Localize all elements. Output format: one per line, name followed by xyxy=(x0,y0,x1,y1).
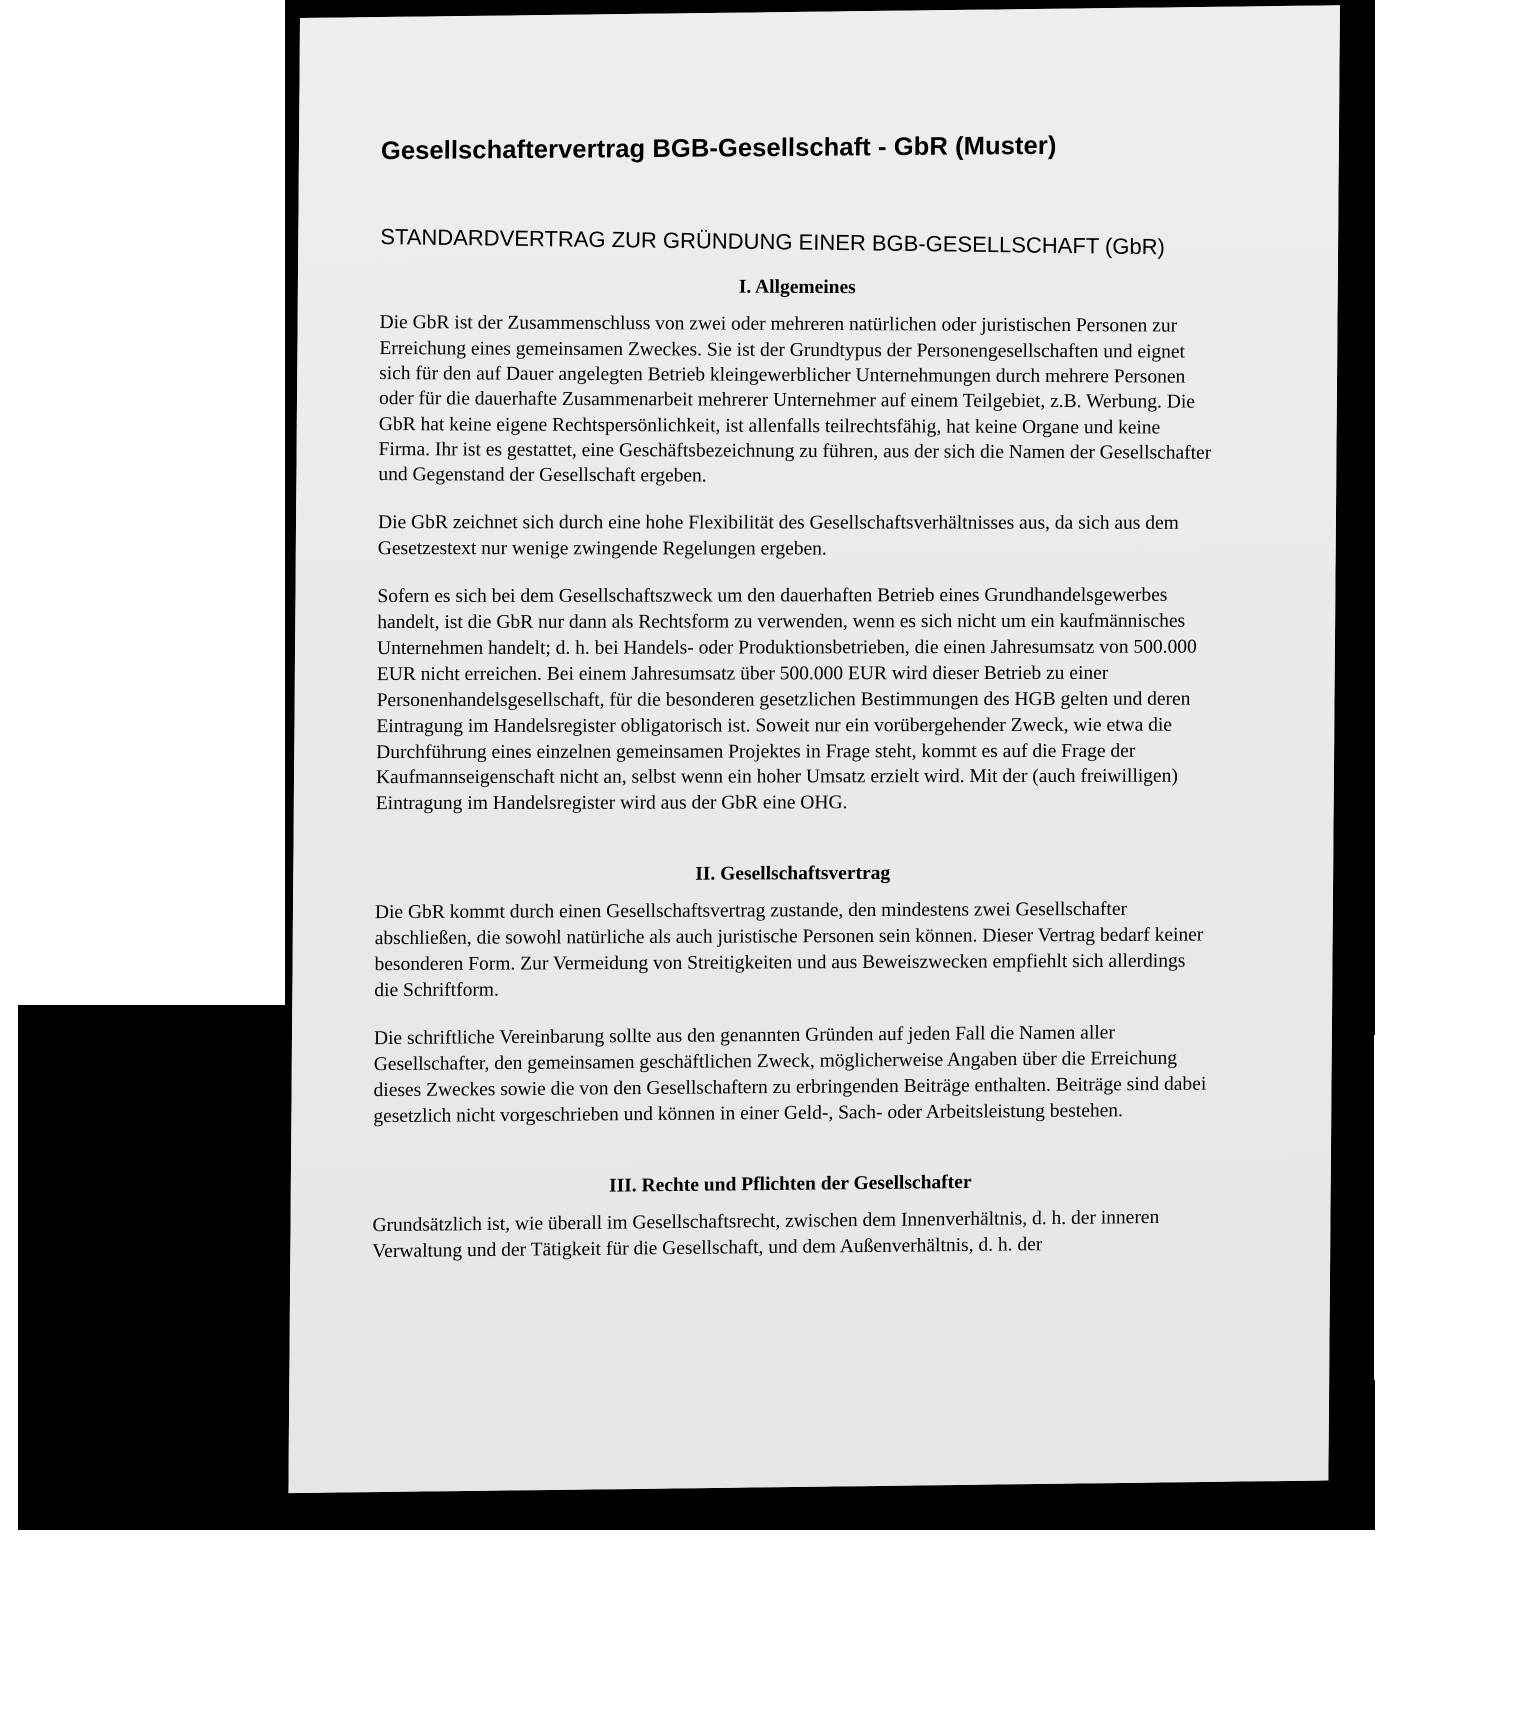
paragraph: Die GbR kommt durch einen Gesellschaftsvertrag zustande, den mindestens zwei Gesellschafter abschließen, die sowohl natürliche als auch juristische Personen sein können. Dieser Vertrag bedarf keiner besonderen Form. Zur Vermeidung von Streitigkeiten und aus Beweiszwecken empfiehlt sich allerdings die Schriftform. xyxy=(374,899,1204,1002)
paragraph: Grundsätzlich ist, wie überall im Gesellschaftsrecht, zwischen dem Innenverhältnis, d. h. der inneren Verwaltung und der Tätigkeit für die Gesellschaft, und dem Außenverhältnis, d. h. der xyxy=(372,1207,1160,1263)
paragraph: Sofern es sich bei dem Gesellschaftszweck um den dauerhaften Betrieb eines Grundhandelsgewerbes handelt, ist die GbR nur dann als Rechtsform zu verwenden, wenn es sich nicht um ein kaufmännisches Unternehmen handelt; d. h. bei Handels- oder Produktionsbetrieben, die einen Jahresumsatz von 500.000 EUR nicht erreichen. Bei einem Jahresumsatz über 500.000 EUR wird dieser Betrieb zu einer Personenhandelsgesellschaft, für die besonderen gesetzlichen Bestimmungen des HGB gelten und deren Eintragung im Handelsregister obligatorisch ist. Soweit nur ein vorübergehender Zweck, wie etwa die Durchführung eines einzelnen gemeinsamen Projektes in Frage steht, kommt es auf die Frage der Kaufmannseigenschaft nicht an, selbst wenn ein hoher Umsatz erzielt wird. Mit der (auch freiwilligen) Eintragung im Handelsregister wird aus der GbR eine OHG. xyxy=(375,584,1197,815)
section-allgemeines xyxy=(378,273,1215,491)
paragraph: Die GbR zeichnet sich durch eine hohe Flexibilität des Gesellschaftsverhältnisses aus, da sich aus dem Gesetzestext nur wenige zwingende Regelungen ergeben. xyxy=(377,512,1179,560)
corner-url-text: http xyxy=(33,1690,49,1700)
page-title: Gesellschaftervertrag BGB-Gesellschaft - GbR (Muster) xyxy=(380,131,1057,166)
section-allgemeines-cont-1 xyxy=(378,510,1213,563)
section-heading-3: III. Rechte und Pflichten der Gesellschafter xyxy=(608,1171,972,1197)
paragraph: Die schriftliche Vereinbarung sollte aus den genannten Gründen auf jeden Fall die Namen aller Gesellschafter, den gemeinsamen geschäftlichen Zweck, möglicherweise Angaben über die Erreichung dieses Zweckes sowie die von den Gesellschaftern zu erbringenden Beiträge enthalten. Beiträge sind dabei gesetzlich nicht vorgeschrieben und können in einer Geld-, Sach- oder Arbeitsleistung bestehen. xyxy=(373,1022,1207,1128)
section-rechte-pflichten xyxy=(372,1167,1208,1265)
section-heading-2: II. Gesellschaftsvertrag xyxy=(695,863,891,886)
document-content xyxy=(372,131,1216,1288)
document-page-surface xyxy=(288,5,1340,1493)
section-heading-1: I. Allgemeines xyxy=(738,277,856,299)
section-allgemeines-cont-2 xyxy=(376,583,1213,818)
document-subtitle: STANDARDVERTRAG ZUR GRÜNDUNG EINER BGB-GESELLSCHAFT (GbR) xyxy=(380,223,1165,260)
paragraph: Die GbR ist der Zusammenschluss von zwei oder mehreren natürlichen oder juristischen Personen zur Erreichung eines gemeinsamen Zweckes. Sie ist der Grundtypus der Personengesellschaften und eignet sich für den auf Dauer angelegten Betrieb kleingewerblicher Unternehmungen durch mehrere Personen oder für die dauerhafte Zusammenarbeit mehrerer Unternehmer auf einem Teilgebiet, z.B. Werbung. Die GbR hat keine eigene Rechtspersönlichkeit, ist allenfalls teilrechtsfähig, hat keine Organe und keine Firma. Ihr ist es gestattet, eine Geschäftsbezeichnung zu führen, aus der sich die Namen der Gesellschafter und Gegenstand der Gesellschaft ergeben. xyxy=(378,312,1212,488)
section-gesellschaftsvertrag xyxy=(374,860,1210,1005)
section-gesellschaftsvertrag-cont xyxy=(373,1020,1209,1130)
document-page xyxy=(288,5,1340,1493)
